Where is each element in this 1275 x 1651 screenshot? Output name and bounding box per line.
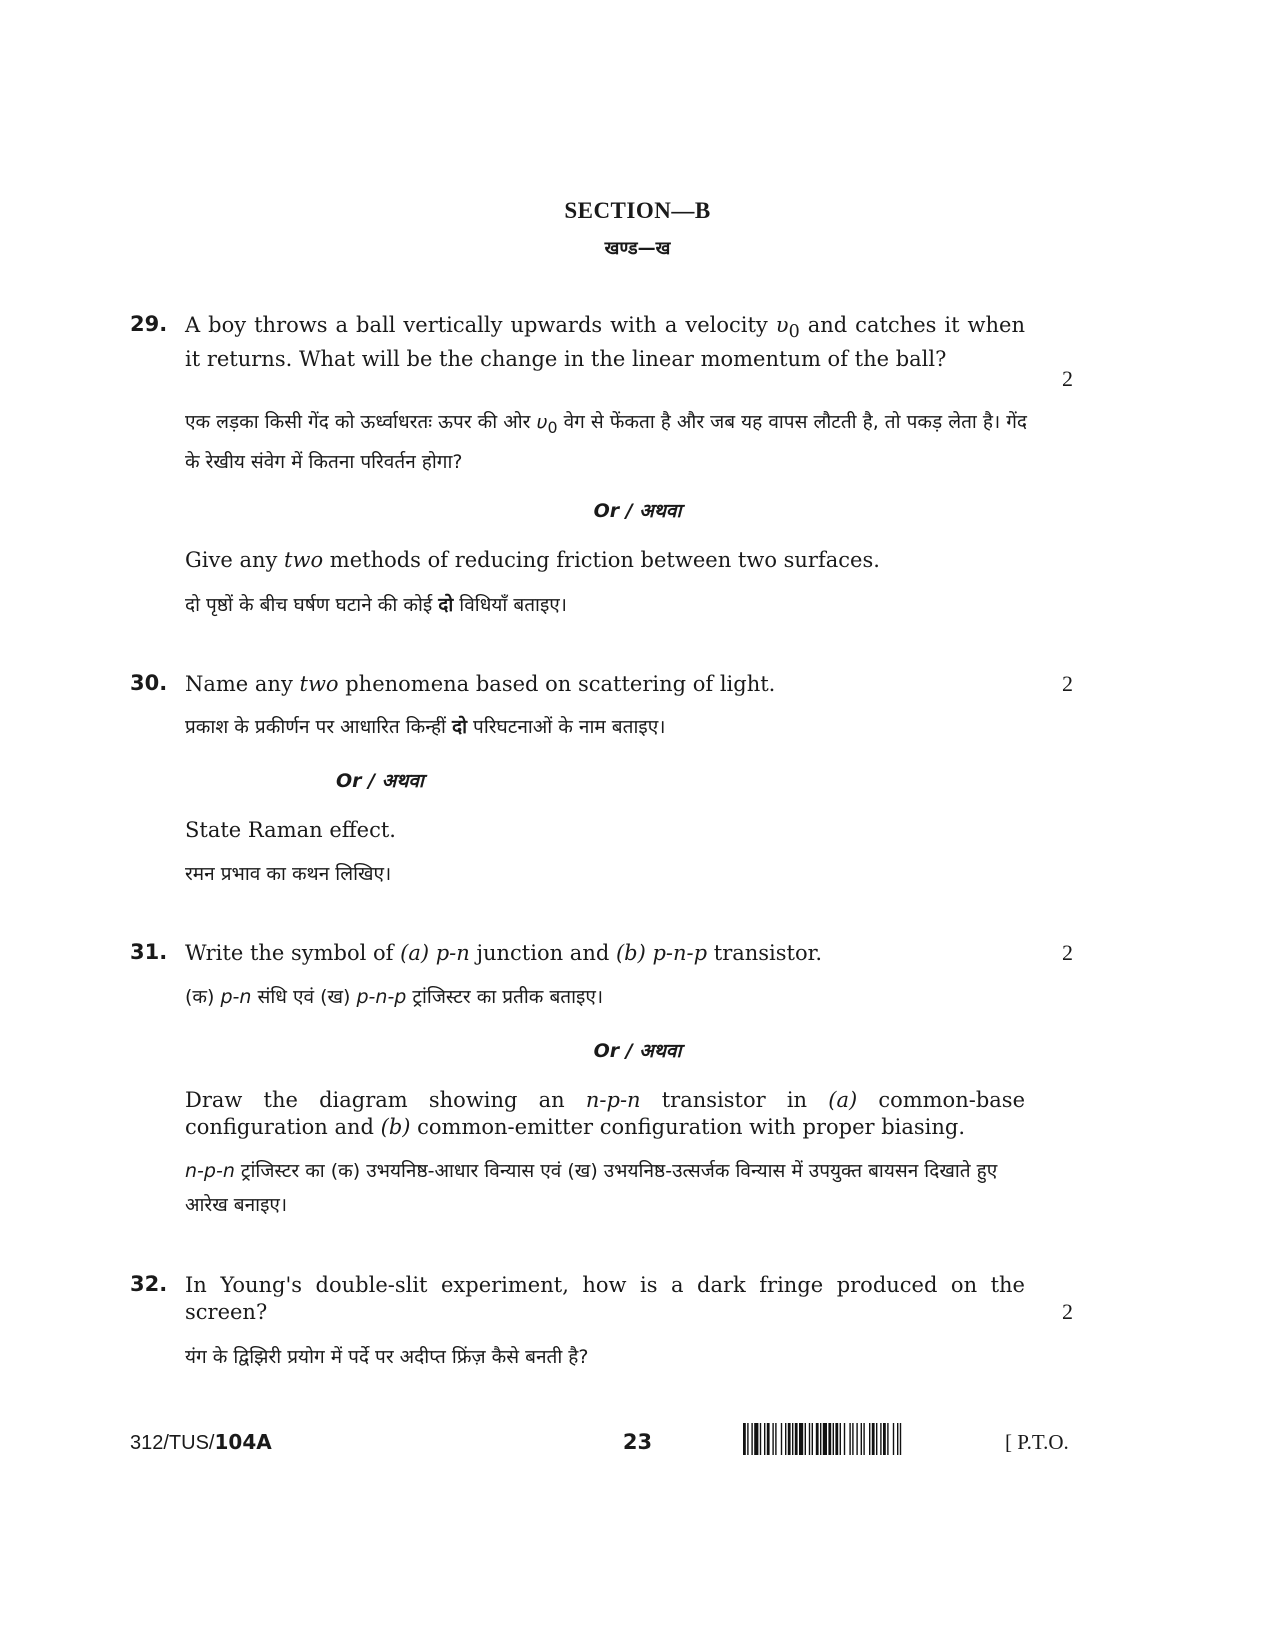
barcode [743,1423,989,1455]
barcode-bar [775,1423,776,1455]
barcode-bar [823,1423,827,1455]
barcode-bar [754,1423,758,1455]
barcode-bar [747,1423,748,1455]
question-marks: 2 [1062,1299,1073,1324]
barcode-bar [883,1423,886,1455]
barcode-bar [900,1423,901,1455]
question-text-en: Write the symbol of (a) p-n junction and (b) p-n-p transistor. [185,941,823,965]
question-number: 29. [130,312,168,336]
question-text-hi: यंग के द्विझिरी प्रयोग में पर्दे पर अदीप्त फ्रिंज़ कैसे बनती है? [185,1346,589,1368]
question-number: 32. [130,1272,168,1296]
alt-question-text-hi: रमन प्रभाव का कथन लिखिए। [185,863,392,885]
barcode-bar [872,1423,875,1455]
barcode-bar [849,1423,850,1455]
barcode-bar [852,1423,853,1455]
barcode-bar [893,1423,894,1455]
barcode-bar [788,1423,791,1455]
barcode-bar [835,1423,838,1455]
barcode-bar [812,1423,813,1455]
or-separator: Or / अथवा [593,500,682,522]
question-text-en: Name any two phenomena based on scattering of light. [185,672,776,696]
barcode-bar [856,1423,857,1455]
section-title-hindi: खण्ड—ख [604,238,671,259]
barcode-bar [897,1423,898,1455]
barcode-bar [781,1423,782,1455]
barcode-bar [876,1423,877,1455]
paper-code: 312/TUS/104A [130,1430,272,1454]
barcode-bar [785,1423,786,1455]
barcode-bar [833,1423,834,1455]
or-separator: Or / अथवा [336,770,424,792]
question-marks: 2 [1062,940,1073,965]
alt-question-text-hi: दो पृष्ठों के बीच घर्षण घटाने की कोई दो विधियाँ बताइए। [185,594,567,616]
question-number: 30. [130,671,168,695]
barcode-bar [792,1423,793,1455]
barcode-bar [887,1423,888,1455]
alt-question-text-en: Draw the diagram showing an n-p-n transistor in (a) common-base configuration and (b) common-emitter configuration with proper biasing. [185,1088,1025,1139]
alt-question-text-en: Give any two methods of reducing friction between two surfaces. [185,548,880,572]
question-text-hi: प्रकाश के प्रकीर्णन पर आधारित किन्हीं दो परिघटनाओं के नाम बताइए। [185,716,666,738]
alt-question-text-en: State Raman effect. [185,818,396,842]
barcode-bar [863,1423,864,1455]
barcode-bar [805,1423,806,1455]
barcode-bar [795,1423,798,1455]
barcode-bar [844,1423,845,1455]
question-number: 31. [130,940,168,964]
barcode-bar [799,1423,803,1455]
pto-label: [ P.T.O. [1005,1430,1069,1454]
question-marks: 2 [1062,671,1073,696]
barcode-bar [828,1423,831,1455]
question-text-en: In Young's double-slit experiment, how is a dark fringe produced on the screen? [185,1273,1025,1324]
barcode-bar [760,1423,761,1455]
question-text-en: A boy throws a ball vertically upwards with a velocity $\upsilon_0$ and catches it when it returns. What will be the change in the linear momentum of the ball? [185,313,1025,372]
page-number: 23 [622,1430,653,1454]
barcode-bar [861,1423,862,1455]
section-title: SECTION—B [564,198,711,223]
question-marks: 2 [1062,366,1073,391]
alt-question-text-hi: n-p-n ट्रांजिस्टर का (क) उभयनिष्ठ-आधार विन्यास एवं (ख) उभयनिष्ठ-उत्सर्जक विन्यास में उपयुक्त बायसन दिखाते हुए आरेख बनाइए। [185,1160,998,1216]
barcode-bar [880,1423,881,1455]
barcode-bar [840,1423,841,1455]
barcode-bar [767,1423,770,1455]
barcode-bar [743,1423,746,1455]
barcode-bar [869,1423,870,1455]
barcode-bar [764,1423,765,1455]
barcode-bar [772,1423,773,1455]
question-text-hi: (क) p-n संधि एवं (ख) p-n-p ट्रांजिस्टर का प्रतीक बताइए। [185,986,604,1008]
barcode-bar [751,1423,752,1455]
or-separator: Or / अथवा [593,1040,682,1062]
barcode-bar [816,1423,819,1455]
question-text-hi: एक लड़का किसी गेंद को ऊर्ध्वाधरतः ऊपर की ओर $\upsilon_0$ वेग से फेंकता है और जब यह वापस लौटती है, तो पकड़ लेता है। गेंद के रेखीय संवेग में कितना परिवर्तन होगा? [185,411,1027,473]
barcode-bar [820,1423,821,1455]
barcode-bar [809,1423,810,1455]
